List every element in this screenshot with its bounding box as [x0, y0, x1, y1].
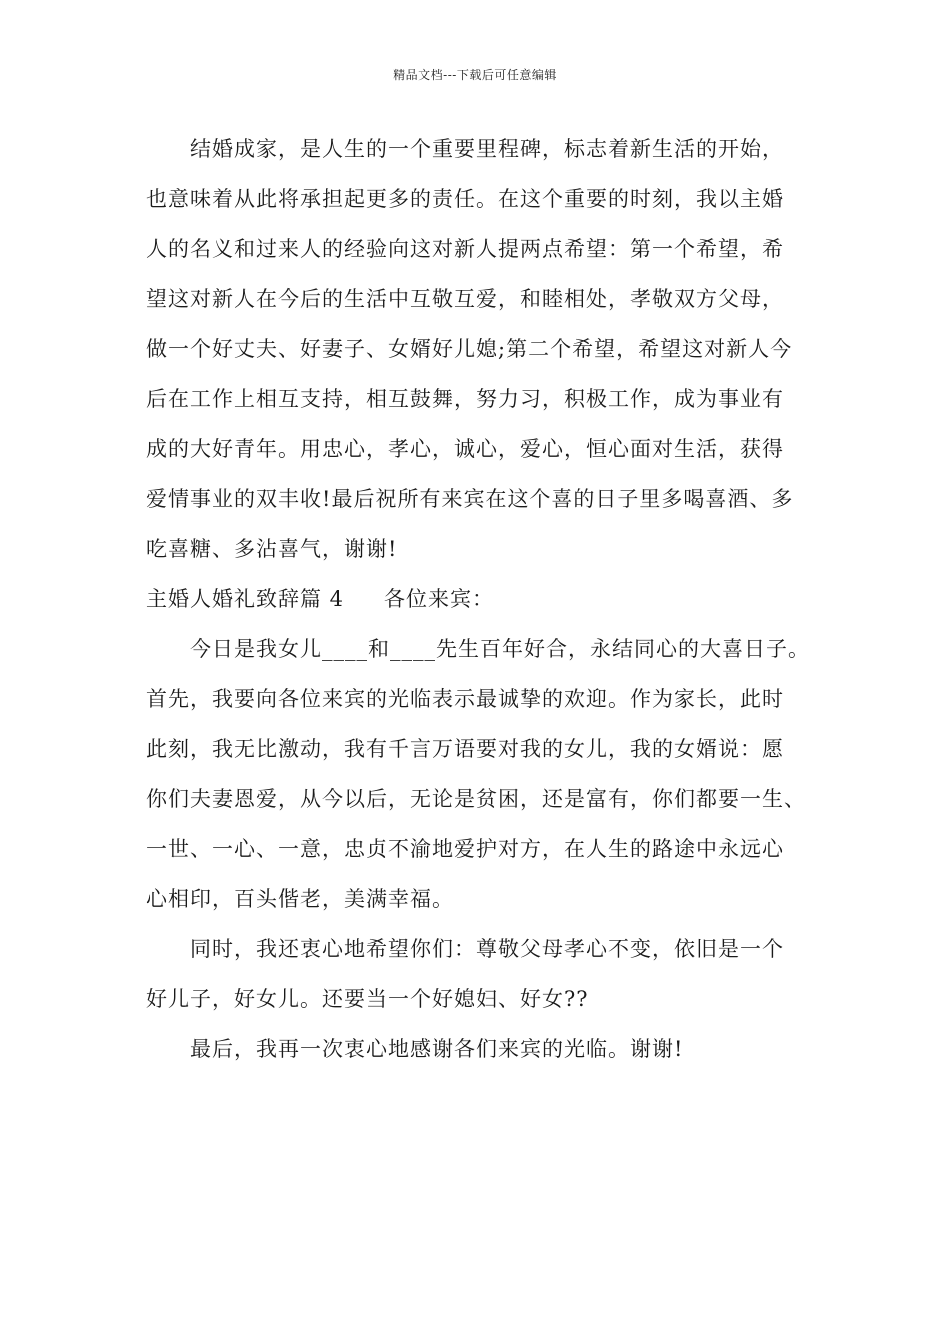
page-header: 精品文档---下载后可任意编辑 [393, 68, 557, 82]
text-line: 吃喜糖、多沾喜气，谢谢! [146, 537, 398, 561]
text-line: 望这对新人在今后的生活中互敬互爱，和睦相处，孝敬双方父母， [146, 287, 784, 311]
section-heading [146, 574, 806, 624]
text-line: 结婚成家，是人生的一个重要里程碑，标志着新生活的开始， [190, 137, 784, 161]
text-line: 成的大好青年。用忠心，孝心，诚心，爱心，恒心面对生活，获得 [146, 437, 784, 461]
text-line: 此刻，我无比激动，我有千言万语要对我的女儿，我的女婿说：愿 [146, 737, 784, 761]
text-line: 同时，我还衷心地希望你们：尊敬父母孝心不变，依旧是一个 [190, 937, 784, 961]
text-line: 首先，我要向各位来宾的光临表示最诚挚的欢迎。作为家长，此时 [146, 687, 784, 711]
text-line: 最后，我再一次衷心地感谢各们来宾的光临。谢谢! [190, 1037, 684, 1061]
text-line: 心相印，百头偕老，美满幸福。 [146, 887, 454, 911]
text-line: 后在工作上相互支持，相互鼓舞，努力习，积极工作，成为事业有 [146, 387, 784, 411]
text-line: 你们夫妻恩爱，从今以后，无论是贫困，还是富有，你们都要一生、 [146, 787, 806, 811]
paragraph-hopes-for-couple [146, 924, 806, 1024]
salutation: 各位来宾： [384, 587, 495, 611]
text-line: 一世、一心、一意，忠贞不渝地爱护对方，在人生的路途中永远心 [146, 837, 784, 861]
paragraph-wedding-hopes [146, 124, 806, 574]
paragraph-closing [146, 1024, 806, 1074]
text-line: 做一个好丈夫、好妻子、女婿好儿媳;第二个希望，希望这对新人今 [146, 337, 793, 361]
section-title: 主婚人婚礼致辞篇 4 [146, 587, 345, 611]
paragraph-blessing [146, 624, 810, 924]
text-line: 也意味着从此将承担起更多的责任。在这个重要的时刻，我以主婚 [146, 187, 784, 211]
text-line: 好儿子，好女儿。还要当一个好媳妇、好女?? [146, 987, 589, 1011]
text-line: 今日是我女儿____和____先生百年好合，永结同心的大喜日子。 [190, 637, 810, 661]
document-body [146, 124, 810, 1074]
text-line: 爱情事业的双丰收!最后祝所有来宾在这个喜的日子里多喝喜酒、多 [146, 487, 794, 511]
text-line: 人的名义和过来人的经验向这对新人提两点希望：第一个希望，希 [146, 237, 784, 261]
